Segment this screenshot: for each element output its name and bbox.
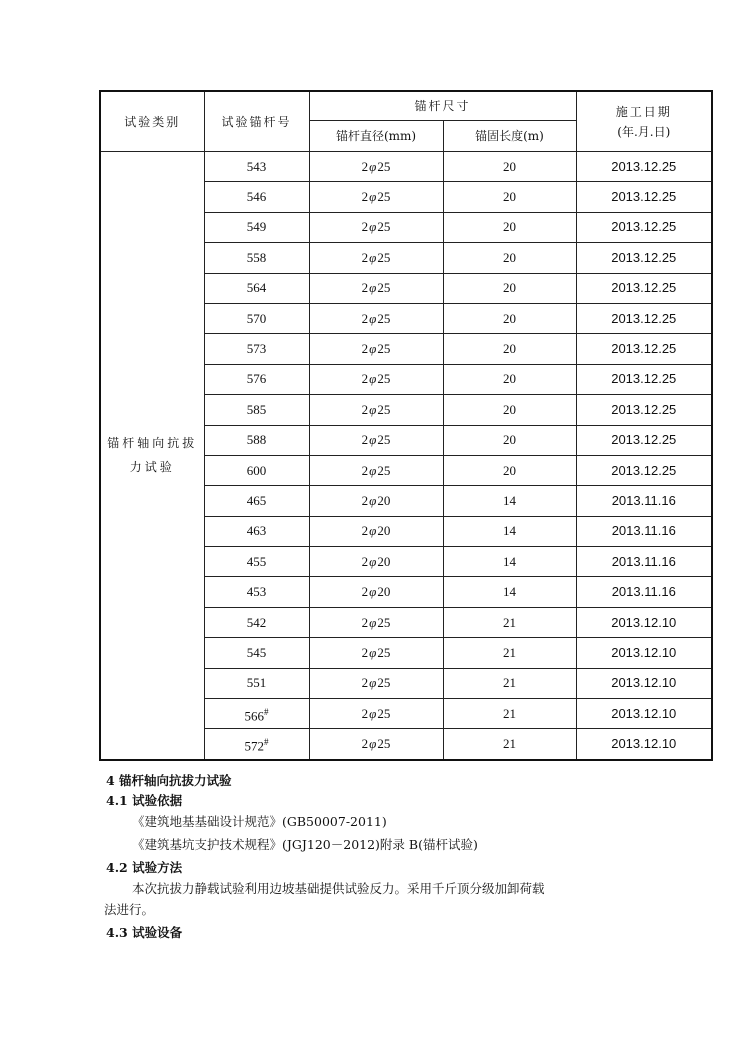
anchor-no-value: 453 — [246, 584, 267, 600]
date-cell: 2013.12.25 — [576, 425, 712, 455]
section-4-3-title: 4.3 试验设备 — [106, 925, 183, 940]
date-cell: 2013.12.10 — [576, 668, 712, 698]
section-4-1-ref-1: 《建筑地基基础设计规范》(GB50007-2011) — [132, 814, 387, 829]
date-cell: 2013.12.25 — [576, 182, 712, 212]
anchor-no-cell — [204, 668, 309, 698]
length-cell: 20 — [443, 425, 576, 455]
diameter-cell — [309, 152, 443, 182]
diameter-count: 2 — [361, 523, 369, 539]
diameter-count: 2 — [361, 736, 369, 752]
section-4-1-title: 4.1 试验依据 — [106, 793, 183, 808]
diameter-size: 25 — [377, 371, 391, 387]
diameter-count: 2 — [361, 249, 369, 265]
anchor-no-cell — [204, 516, 309, 546]
section-4-2-title: 4.2 试验方法 — [106, 860, 183, 875]
diameter-symbol: φ — [369, 705, 377, 721]
diameter-size: 25 — [377, 736, 391, 752]
header-category: 试验类别 — [100, 91, 204, 152]
diameter-count: 2 — [361, 705, 369, 721]
date-cell: 2013.12.10 — [576, 638, 712, 668]
date-cell: 2013.12.25 — [576, 273, 712, 303]
diameter-size: 20 — [377, 492, 391, 508]
anchor-no-value: 576 — [246, 371, 267, 387]
diameter-count: 2 — [361, 158, 369, 174]
length-cell: 14 — [443, 516, 576, 546]
diameter-size: 20 — [377, 523, 391, 539]
date-cell: 2013.12.25 — [576, 334, 712, 364]
date-cell: 2013.12.10 — [576, 729, 712, 760]
diameter-size: 25 — [377, 158, 391, 174]
anchor-no-value: 542 — [246, 614, 267, 630]
diameter-cell — [309, 212, 443, 242]
length-cell: 14 — [443, 577, 576, 607]
diameter-count: 2 — [361, 341, 369, 357]
length-cell: 20 — [443, 303, 576, 333]
section-4-2-para-line-2: 法进行。 — [104, 902, 155, 917]
diameter-count: 2 — [361, 371, 369, 387]
anchor-no-value: 543 — [246, 158, 267, 174]
date-cell: 2013.12.10 — [576, 699, 712, 729]
diameter-count: 2 — [361, 584, 369, 600]
anchor-test-table — [99, 90, 713, 761]
anchor-no-value: 585 — [246, 401, 267, 417]
table-header-row-1 — [100, 91, 712, 121]
diameter-count: 2 — [361, 432, 369, 448]
length-cell: 21 — [443, 668, 576, 698]
header-date-line2: (年.月.日) — [617, 124, 671, 139]
diameter-symbol: φ — [369, 249, 377, 265]
date-cell: 2013.11.16 — [576, 516, 712, 546]
length-cell: 21 — [443, 729, 576, 760]
anchor-no-value: 549 — [246, 219, 267, 235]
diameter-symbol: φ — [369, 341, 377, 357]
diameter-symbol: φ — [369, 492, 377, 508]
length-cell: 20 — [443, 455, 576, 485]
date-cell: 2013.12.25 — [576, 212, 712, 242]
anchor-no-value: 551 — [246, 675, 267, 691]
diameter-cell — [309, 729, 443, 760]
anchor-no-mark: # — [264, 706, 269, 717]
anchor-no-value: 588 — [246, 432, 267, 448]
length-cell: 21 — [443, 607, 576, 637]
diameter-symbol: φ — [369, 219, 377, 235]
length-cell: 20 — [443, 152, 576, 182]
length-cell: 20 — [443, 273, 576, 303]
header-diameter: 锚杆直径(mm) — [309, 121, 443, 152]
length-cell: 20 — [443, 334, 576, 364]
diameter-cell — [309, 395, 443, 425]
anchor-no-value: 564 — [246, 280, 267, 296]
diameter-symbol: φ — [369, 736, 377, 752]
diameter-symbol: φ — [369, 158, 377, 174]
anchor-no-cell — [204, 729, 309, 760]
date-cell: 2013.12.25 — [576, 455, 712, 485]
diameter-cell — [309, 668, 443, 698]
length-cell: 20 — [443, 364, 576, 394]
anchor-no-cell — [204, 243, 309, 273]
diameter-size: 25 — [377, 675, 391, 691]
diameter-cell — [309, 273, 443, 303]
diameter-symbol: φ — [369, 644, 377, 660]
diameter-size: 25 — [377, 705, 391, 721]
anchor-no-value: 566 — [244, 707, 264, 723]
length-cell: 21 — [443, 638, 576, 668]
anchor-no-cell — [204, 607, 309, 637]
anchor-no-value: 600 — [246, 462, 267, 478]
anchor-no-cell — [204, 273, 309, 303]
diameter-symbol: φ — [369, 432, 377, 448]
date-cell: 2013.12.25 — [576, 364, 712, 394]
anchor-no-cell — [204, 455, 309, 485]
anchor-no-cell — [204, 364, 309, 394]
anchor-no-cell — [204, 395, 309, 425]
diameter-symbol: φ — [369, 401, 377, 417]
anchor-no-cell — [204, 182, 309, 212]
length-cell: 14 — [443, 486, 576, 516]
diameter-size: 25 — [377, 219, 391, 235]
anchor-no-value: 570 — [246, 310, 267, 326]
anchor-no-value: 573 — [246, 341, 267, 357]
section-4-1-ref-2: 《建筑基坑支护技术规程》(JGJ120－2012)附录 B(锚杆试验) — [132, 837, 478, 852]
length-cell: 21 — [443, 699, 576, 729]
date-cell: 2013.12.25 — [576, 303, 712, 333]
date-cell: 2013.12.10 — [576, 607, 712, 637]
diameter-cell — [309, 607, 443, 637]
diameter-cell — [309, 303, 443, 333]
anchor-no-cell — [204, 334, 309, 364]
diameter-cell — [309, 577, 443, 607]
diameter-count: 2 — [361, 492, 369, 508]
diameter-size: 25 — [377, 462, 391, 478]
anchor-no-cell — [204, 425, 309, 455]
anchor-no-value: 572 — [244, 738, 264, 754]
diameter-cell — [309, 334, 443, 364]
category-cell: 锚杆轴向抗拔力试验 — [100, 152, 204, 760]
diameter-symbol: φ — [369, 280, 377, 296]
diameter-symbol: φ — [369, 523, 377, 539]
diameter-count: 2 — [361, 219, 369, 235]
anchor-no-cell — [204, 212, 309, 242]
anchor-no-cell — [204, 547, 309, 577]
diameter-size: 25 — [377, 189, 391, 205]
diameter-count: 2 — [361, 310, 369, 326]
header-date-line1: 施工日期 — [615, 104, 672, 119]
header-anchor-size: 锚杆尺寸 — [309, 91, 576, 121]
date-cell: 2013.11.16 — [576, 577, 712, 607]
diameter-cell — [309, 486, 443, 516]
length-cell: 20 — [443, 212, 576, 242]
diameter-size: 25 — [377, 432, 391, 448]
date-cell: 2013.12.25 — [576, 243, 712, 273]
header-anchor-no: 试验锚杆号 — [204, 91, 309, 152]
length-cell: 14 — [443, 547, 576, 577]
diameter-size: 25 — [377, 249, 391, 265]
diameter-cell — [309, 182, 443, 212]
diameter-size: 25 — [377, 614, 391, 630]
diameter-count: 2 — [361, 462, 369, 478]
anchor-no-cell — [204, 152, 309, 182]
anchor-no-cell — [204, 577, 309, 607]
diameter-symbol: φ — [369, 371, 377, 387]
diameter-cell — [309, 425, 443, 455]
diameter-symbol: φ — [369, 584, 377, 600]
diameter-count: 2 — [361, 644, 369, 660]
anchor-no-value: 455 — [246, 553, 267, 569]
diameter-count: 2 — [361, 189, 369, 205]
diameter-symbol: φ — [369, 189, 377, 205]
diameter-symbol: φ — [369, 462, 377, 478]
length-cell: 20 — [443, 182, 576, 212]
date-cell: 2013.12.25 — [576, 395, 712, 425]
anchor-no-value: 463 — [246, 523, 267, 539]
diameter-symbol: φ — [369, 553, 377, 569]
diameter-count: 2 — [361, 675, 369, 691]
diameter-symbol: φ — [369, 310, 377, 326]
section-4-2-para-line-1: 本次抗拔力静载试验利用边坡基础提供试验反力。采用千斤顶分级加卸荷载 — [132, 881, 545, 896]
table-row — [100, 152, 712, 182]
anchor-no-value: 545 — [246, 644, 267, 660]
diameter-cell — [309, 547, 443, 577]
date-cell: 2013.11.16 — [576, 547, 712, 577]
diameter-symbol: φ — [369, 614, 377, 630]
diameter-size: 25 — [377, 341, 391, 357]
anchor-no-cell — [204, 699, 309, 729]
diameter-cell — [309, 516, 443, 546]
header-construction-date — [576, 91, 712, 152]
anchor-no-value: 558 — [246, 249, 267, 265]
diameter-cell — [309, 243, 443, 273]
diameter-size: 25 — [377, 401, 391, 417]
diameter-size: 20 — [377, 553, 391, 569]
anchor-no-value: 465 — [246, 492, 267, 508]
anchor-no-mark: # — [264, 736, 269, 747]
anchor-no-value: 546 — [246, 189, 267, 205]
diameter-cell — [309, 364, 443, 394]
header-length: 锚固长度(m) — [443, 121, 576, 152]
diameter-count: 2 — [361, 280, 369, 296]
anchor-no-cell — [204, 486, 309, 516]
date-cell: 2013.11.16 — [576, 486, 712, 516]
length-cell: 20 — [443, 243, 576, 273]
diameter-size: 25 — [377, 644, 391, 660]
length-cell: 20 — [443, 395, 576, 425]
diameter-size: 20 — [377, 584, 391, 600]
diameter-size: 25 — [377, 310, 391, 326]
diameter-count: 2 — [361, 553, 369, 569]
date-cell: 2013.12.25 — [576, 152, 712, 182]
diameter-symbol: φ — [369, 675, 377, 691]
diameter-size: 25 — [377, 280, 391, 296]
diameter-count: 2 — [361, 614, 369, 630]
anchor-no-cell — [204, 303, 309, 333]
diameter-count: 2 — [361, 401, 369, 417]
section-text — [104, 772, 664, 941]
diameter-cell — [309, 455, 443, 485]
anchor-no-cell — [204, 638, 309, 668]
section-4-title: 4 锚杆轴向抗拔力试验 — [106, 773, 232, 788]
diameter-cell — [309, 699, 443, 729]
diameter-cell — [309, 638, 443, 668]
